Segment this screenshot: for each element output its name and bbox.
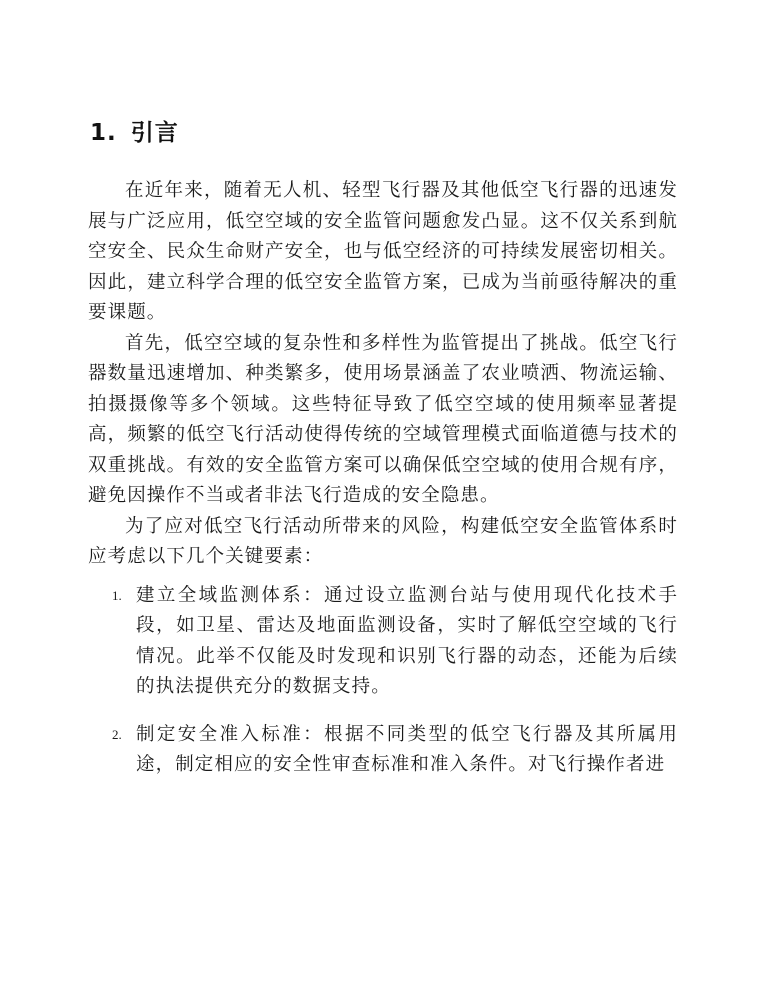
- list-item-text: 制定安全准入标准：根据不同类型的低空飞行器及其所属用途，制定相应的安全性审查标准和准入条件。对飞行操作者进: [136, 723, 678, 775]
- section-number: 1.: [90, 120, 117, 146]
- list-item: [88, 720, 678, 781]
- list-item-number: 1.: [112, 587, 122, 603]
- section-heading: [90, 114, 179, 147]
- key-elements-list: [88, 581, 678, 781]
- list-item: [88, 581, 678, 703]
- paragraph-challenges: 首先，低空空域的复杂性和多样性为监管提出了挑战。低空飞行器数量迅速增加、种类繁多，使用场景涵盖了农业喷洒、物流运输、拍摄摄像等多个领域。这些特征导致了低空空域的使用频率显著提高，频繁的低空飞行活动使得传统的空域管理模式面临道德与技术的双重挑战。有效的安全监管方案可以确保低空空域的使用合规有序，避免因操作不当或者非法飞行造成的安全隐患。: [88, 332, 678, 506]
- paragraph-key-elements: 为了应对低空飞行活动所带来的风险，构建低空安全监管体系时应考虑以下几个关键要素：: [88, 515, 678, 567]
- paragraph-intro: 在近年来，随着无人机、轻型飞行器及其他低空飞行器的迅速发展与广泛应用，低空空域的安全监管问题愈发凸显。这不仅关系到航空安全、民众生命财产安全，也与低空经济的可持续发展密切相关。因此，建立科学合理的低空安全监管方案，已成为当前亟待解决的重要课题。: [88, 180, 678, 323]
- section-title: 引言: [130, 120, 179, 146]
- list-item-text: 建立全域监测体系：通过设立监测台站与使用现代化技术手段，如卫星、雷达及地面监测设备，实时了解低空空域的飞行情况。此举不仅能及时发现和识别飞行器的动态，还能为后续的执法提供充分的数据支持。: [136, 584, 678, 697]
- body-text: [88, 176, 678, 798]
- list-item-number: 2.: [112, 726, 122, 742]
